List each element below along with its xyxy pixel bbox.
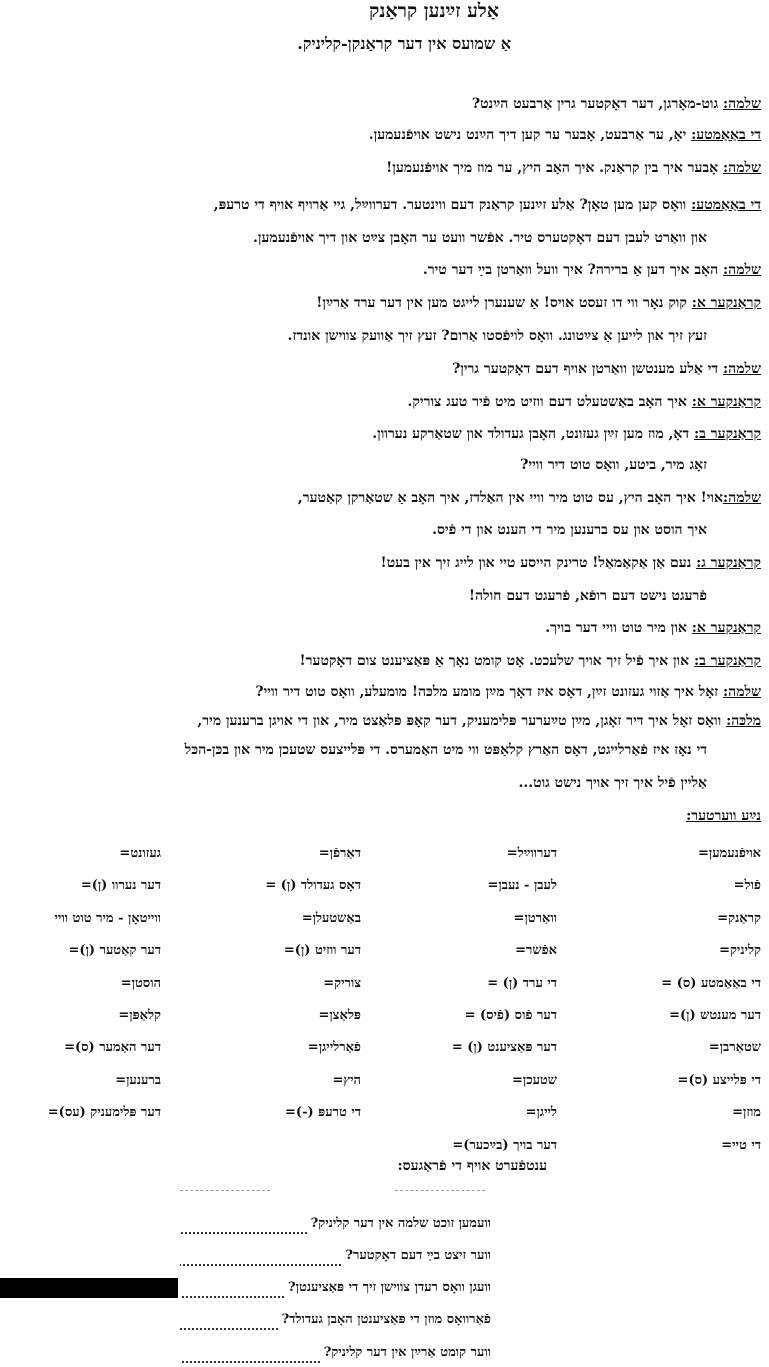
line-text: און איך פֿיל זיך אויך שלעכט. אָט קומט נאָך אַ פּאַציענט צום דאָקטער! — [299, 653, 694, 669]
dialogue-line — [0, 588, 707, 605]
vocab-entry: אויפֿנעמען= — [697, 846, 761, 861]
divider — [395, 1190, 485, 1191]
vocab-entry: הוסטן= — [120, 975, 161, 991]
dialogue-line — [0, 96, 761, 113]
dialogue-line — [0, 394, 761, 411]
question-row — [180, 1310, 491, 1330]
questions-heading: ענטפֿערט אויף די פֿראַגעס: — [397, 1158, 547, 1174]
question-text: וועגן וואָס רעדן צווישן זיך די פּאַציענטן? — [288, 1280, 491, 1295]
dialogue-line — [0, 775, 707, 792]
dialogue-line — [0, 295, 761, 312]
speaker-label: שלמה: — [723, 361, 761, 377]
question-row — [180, 1214, 491, 1234]
vocab-entry: דערווײַל= — [506, 846, 557, 861]
dialogue-line — [0, 197, 761, 214]
speaker-label: קראַנקער ג: — [696, 555, 761, 571]
speaker-label: די באַאַמטע: — [691, 127, 761, 143]
vocab-entry: פֿאַרלייגן= — [307, 1040, 361, 1056]
line-text: אָבער איך בין קראַנק. איך האָב היץ, ער מוז מיך אויפֿנעמען! — [386, 160, 724, 176]
vocab-entry: די באַאַמטע (ס) = — [661, 975, 761, 991]
vocab-entry: לייגן= — [525, 1105, 557, 1121]
line-text: זעץ זיך און לייען אַ צײַטונג. וואָס לויפֿסטו אַרום? זעץ זיך אַוועק צווישן אונדז. — [287, 328, 707, 344]
line-text: האָב איך דען אַ ברירה? איך וועל וואַרטן בײַ דער טיר. — [422, 262, 724, 278]
speaker-label: קראַנקער א: — [691, 394, 761, 410]
dialogue-line — [0, 490, 761, 507]
question-row — [180, 1278, 491, 1298]
dialogue-line — [0, 620, 761, 637]
speaker-label: שלמה: — [723, 262, 761, 278]
line-text: יאָ, ער אַרבעט, אָבער ער קען דיך הײַנט נישט אויפֿנעמען. — [368, 127, 692, 143]
vocab-entry: דער פּאַציענט (ן) = — [451, 1040, 557, 1056]
speaker-label: קראַנקער ב: — [694, 426, 761, 442]
dialogue-line — [0, 361, 761, 378]
line-text: איך האָב באַשטעלט דעם ווזיט מיט פֿיר טעג צוריק. — [407, 394, 692, 410]
vocab-entry: שטעכן= — [512, 1072, 557, 1088]
dialogue-line — [0, 262, 761, 279]
dialogue-line — [0, 684, 761, 701]
line-text: און מיר טוט וויי דער בויך. — [545, 620, 692, 636]
answer-blank[interactable] — [180, 1218, 307, 1234]
line-text: איך הוסט און עס ברענען מיר די הענט און די פֿיס. — [432, 522, 707, 538]
vocab-entry: היץ= — [332, 1072, 361, 1088]
line-text: זאָג מיר, ביטע, וואָס טוט דיר וויי? — [520, 457, 707, 473]
vocab-entry: לעבן - נעבן= — [487, 878, 557, 894]
vocab-entry: קלאַפּן= — [118, 1007, 161, 1023]
vocab-entry: דער האַמער (ס)= — [64, 1040, 161, 1056]
line-text: גוט-מאָרגן, דער דאָקטער גרין אַרבעט הײַנט? — [471, 96, 724, 112]
vocab-entry: דער פּלימעניק (עס)= — [47, 1105, 161, 1121]
answer-blank[interactable] — [180, 1314, 278, 1330]
vocab-heading: נײַע ווערטער: — [686, 808, 761, 824]
vocab-entry: דאָס געדולד (ן) = — [265, 878, 361, 894]
dialogue-line — [0, 328, 707, 345]
line-text: די נאָז איז פֿאַרלייגט, דאָס האַרץ קלאַפּט ווי מיט האַמערס. די פּלייצעס שטעכן מיר און בכּן-הכּל — [184, 742, 707, 758]
vocab-entry: מוזן= — [732, 1105, 761, 1121]
vocab-column — [661, 840, 761, 1164]
question-text: פֿאַרוואָס מוזן די פּאַציענטן האָבן געדולד? — [281, 1312, 491, 1327]
speaker-label: שלמה: — [723, 96, 761, 112]
vocab-entry: די טיי= — [721, 1137, 761, 1153]
vocab-entry: דער מענטש (ן)= — [669, 1007, 761, 1023]
answer-blank[interactable] — [180, 1250, 341, 1266]
vocab-entry: די פּלייצע (ס)= — [677, 1072, 761, 1088]
dialogue-line — [0, 230, 707, 247]
vocab-entry: די טרעפּ (-)= — [285, 1105, 361, 1121]
vocab-column — [265, 840, 361, 1132]
vocab-entry: דער בויך (בײַכער)= — [452, 1137, 557, 1153]
vocab-entry: קליניק= — [719, 943, 761, 959]
vocab-entry: ברענען= — [115, 1072, 161, 1088]
dialogue-line — [0, 713, 761, 730]
divider — [180, 1190, 270, 1191]
vocab-column — [48, 840, 161, 1132]
line-text: זאָל איך אַזוי געזונט זײַן, דאָס איז דאָך מײַן מומע מלכּה! מומעלע, וואָס טוט דיר וויי? — [255, 684, 724, 700]
vocab-entry: דער פֿוס (פֿיס) = — [464, 1007, 557, 1023]
line-text: אַליין פֿיל איך זיך אויך נישט גוט... — [518, 775, 707, 791]
page-title: אַלע זײַנען קראַנק — [369, 0, 499, 22]
dialogue-line — [0, 127, 761, 144]
question-text: ווער קומט אַרײַן אין דער קליניק? — [323, 1345, 491, 1360]
vocab-entry: צוריק= — [323, 975, 361, 991]
speaker-label: מלכּה: — [726, 713, 761, 729]
line-text: קוק נאָר ווי דו זעסט אויס! אַ שענערן לייגט מען אין דער ערד אַרײַן! — [316, 295, 692, 311]
line-text: פֿרעגט נישט דעם רופֿא, פֿרעגט דעם חולה! — [468, 588, 707, 604]
dialogue-line — [0, 160, 761, 177]
speaker-label: די באַאַמטע: — [691, 197, 761, 213]
question-row — [180, 1343, 491, 1363]
line-text: און וואַרט לעבן דעם דאָקטערס טיר. אפֿשר וועט ער האָבן צײַט און דיך אויפֿנעמען. — [253, 230, 707, 246]
speaker-label: קראַנקער א: — [691, 620, 761, 636]
line-text: נעם אַן אַקאַמאַל! טרינק הייסע טיי און לייג זיך אין בעט! — [380, 555, 697, 571]
speaker-label: קראַנקער ב: — [694, 653, 761, 669]
vocab-entry: דער נערוו (ן)= — [80, 878, 161, 894]
dialogue-line — [0, 522, 707, 539]
vocab-entry: געזונט= — [119, 846, 161, 861]
answer-blank[interactable] — [180, 1282, 284, 1298]
speaker-label: שלמה: — [723, 160, 761, 176]
vocab-entry: וואַרטן= — [513, 910, 557, 926]
vocab-entry: דאַרפֿן= — [318, 846, 361, 861]
speaker-label: שלמה: — [723, 490, 761, 506]
dialogue-line — [0, 742, 707, 759]
vocab-entry: דער קאַטער (ן)= — [68, 943, 161, 959]
line-text: וואָס זאָל איך דיר זאָגן, מײַן טײַערער פּלימעניק, דער קאָפּ פּלאַצט מיר, און די אויגן ברענען מיר, — [197, 713, 727, 729]
dialogue-line — [0, 426, 761, 443]
answer-blank[interactable] — [180, 1347, 320, 1363]
vocab-entry: ווייטאָן - מיר טוט וויי — [54, 910, 161, 926]
vocab-entry: אפֿשר= — [515, 943, 557, 959]
question-row — [180, 1246, 491, 1266]
vocab-entry: שטאַרבן= — [708, 1040, 761, 1056]
scan-black-bar — [0, 1278, 178, 1298]
dialogue-line — [0, 457, 707, 474]
line-text: וואָס קען מען טאָן? אַלע זײַנען קראַנק דעם ווינטער. דערווײַל, גיי אַרויף אויף די טרעפּ, — [213, 197, 692, 213]
vocab-entry: קראַנק= — [717, 910, 761, 926]
vocab-column — [452, 840, 557, 1164]
speaker-label: שלמה: — [723, 684, 761, 700]
dialogue-line — [0, 555, 761, 572]
vocab-entry: דער ווזיט (ן)= — [283, 943, 361, 959]
question-text: וועמען זוכט שלמה אין דער קליניק? — [310, 1216, 491, 1231]
line-text: אוי! איך האָב היץ, עס טוט מיר וויי אין האַלדז, איך האָב אַ שטאַרקן קאַטער, — [297, 490, 724, 506]
vocab-entry: פֿול= — [733, 878, 761, 894]
dialogue-line — [0, 653, 761, 670]
vocab-entry: די ערד (ן) = — [487, 975, 557, 991]
vocab-entry: באַשטעלן= — [301, 910, 361, 926]
vocab-entry: פּלאַצן= — [318, 1007, 361, 1023]
line-text: דאָ, מוז מען זײַן געזונט, האָבן געדולד און שטאַרקע נערוון. — [372, 426, 694, 442]
speaker-label: קראַנקער א: — [691, 295, 761, 311]
page-subtitle: אַ שמועס אין דער קראַנקן-קליניק. — [297, 34, 511, 53]
question-text: ווער זיצט בײַ דעם דאָקטער? — [345, 1248, 491, 1263]
line-text: די אַלע מענטשן וואַרטן אויף דעם דאָקטער גרין? — [452, 361, 724, 377]
